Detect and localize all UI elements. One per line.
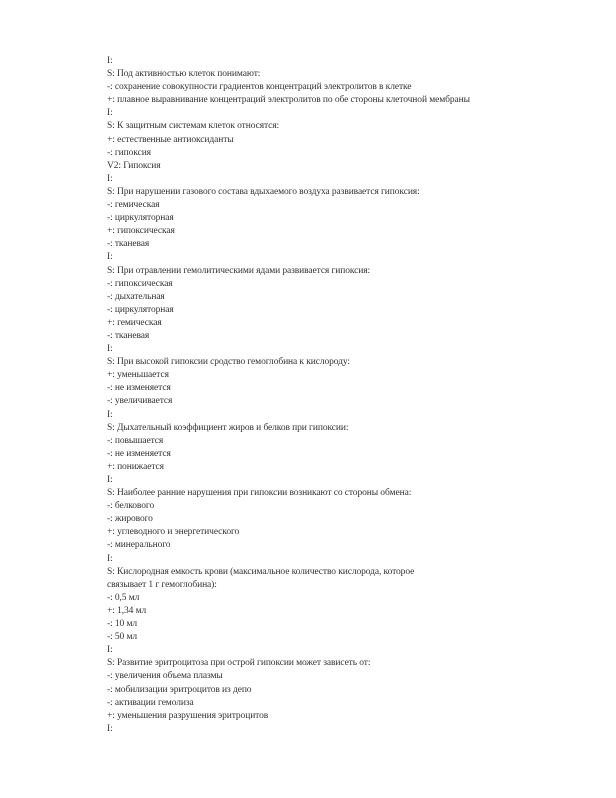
text-line: -: мобилизации эритроцитов из депо: [107, 684, 252, 695]
text-line: +: углеводного и энергетического: [107, 527, 240, 538]
text-line: S: Кислородная емкость крови (максимальное количество кислорода, которое: [107, 566, 415, 577]
text-line: S: Развитие эритроцитоза при острой гипоксии может зависеть от:: [107, 658, 371, 669]
text-line: +: уменьшения разрушения эритроцитов: [107, 710, 269, 721]
text-line: -: жирового: [107, 514, 153, 525]
text-line: -: циркуляторная: [107, 213, 174, 224]
text-line: I:: [107, 645, 113, 656]
text-line: -: тканевая: [107, 239, 150, 250]
text-line: I:: [107, 475, 113, 485]
text-line: I:: [107, 108, 113, 119]
text-line: -: гипоксия: [107, 147, 151, 158]
text-line: I:: [107, 344, 113, 355]
text-line: I:: [107, 56, 113, 66]
text-line: связывает 1 г гемоглобина):: [107, 579, 217, 590]
text-line: I:: [107, 252, 113, 263]
text-line: -: 50 мл: [107, 632, 138, 643]
text-line: I:: [107, 173, 113, 184]
text-line: S: При отравлении гемолитическими ядами развивается гипоксия:: [107, 265, 371, 276]
text-line: +: 1,34 мл: [107, 605, 147, 616]
text-line: -: гемическая: [107, 200, 160, 211]
text-line: -: 10 мл: [107, 619, 138, 630]
text-line: -: не изменяется: [107, 383, 171, 394]
text-line: S: При нарушении газового состава вдыхаемого воздуха развивается гипоксия:: [107, 186, 420, 197]
text-line: -: гипоксическая: [107, 278, 173, 289]
text-line: +: плавное выравнивание концентраций электролитов по обе стороны клеточной мембраны: [107, 95, 470, 106]
text-line: V2: Гипоксия: [107, 160, 161, 171]
text-line: -: 0,5 мл: [107, 592, 140, 603]
text-line: S: Наиболее ранние нарушения при гипоксии возникают со стороны обмена:: [107, 488, 412, 499]
text-line: -: дыхательная: [107, 291, 165, 302]
text-line: +: естественные антиоксиданты: [107, 134, 234, 145]
text-line: -: белкового: [107, 501, 155, 512]
text-line: +: гемическая: [107, 317, 162, 328]
text-line: I:: [107, 409, 113, 420]
document-page: [107, 55, 587, 736]
text-line: -: повышается: [107, 435, 164, 446]
text-line: I:: [107, 553, 113, 564]
text-line: S: Под активностью клеток понимают:: [107, 69, 261, 80]
text-line: -: увеличивается: [107, 396, 173, 407]
text-line: I:: [107, 723, 113, 734]
text-line: -: не изменяется: [107, 448, 171, 459]
text-line: +: понижается: [107, 461, 164, 472]
text-line: -: сохранение совокупности градиентов концентраций электролитов в клетке: [107, 82, 412, 93]
text-line: -: увеличения объема плазмы: [107, 671, 223, 682]
text-line: +: гипоксическая: [107, 226, 175, 237]
text-line: -: активации гемолиза: [107, 697, 194, 708]
text-line: S: К защитным системам клеток относятся:: [107, 121, 280, 132]
text-line: S: Дыхательный коэффициент жиров и белков при гипоксии:: [107, 422, 349, 433]
text-line: S: При высокой гипоксии сродство гемоглобина к кислороду:: [107, 357, 350, 368]
text-line: -: минерального: [107, 540, 171, 551]
text-line: +: уменьшается: [107, 370, 169, 381]
text-line: -: циркуляторная: [107, 304, 174, 315]
text-line: -: тканевая: [107, 330, 150, 341]
